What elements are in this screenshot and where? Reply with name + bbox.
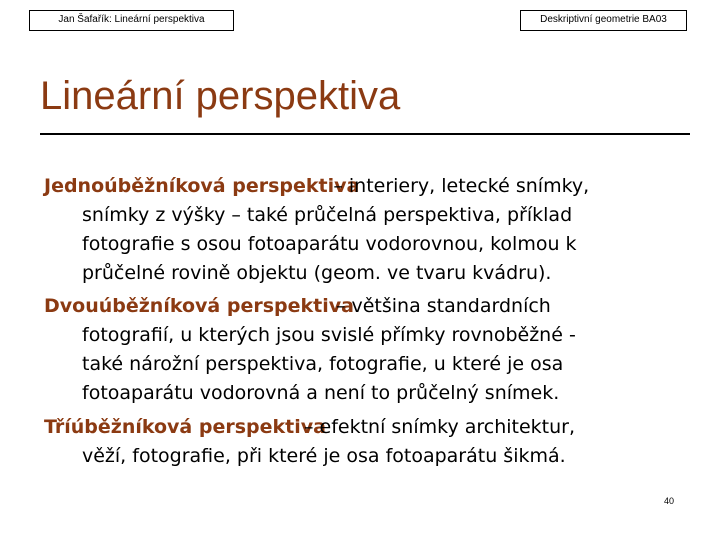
term-two-point: Dvouúběžníková perspektiva <box>44 295 354 317</box>
header-left-box <box>29 10 234 31</box>
page-number: 40 <box>664 496 675 506</box>
lead-two-point: – většina standardních <box>335 295 551 317</box>
slide-title: Lineární perspektiva <box>40 74 401 118</box>
term-one-point: Jednoúběžníková perspektiva <box>44 175 360 197</box>
paragraph-first-line <box>44 413 694 442</box>
lead-one-point: – interiery, letecké snímky, <box>333 175 590 197</box>
paragraph-line: snímky z výšky – také průčelná perspektiva, příklad <box>82 204 573 226</box>
paragraph-line: fotografie s osou fotoaparátu vodorovnou, kolmou k <box>82 233 577 255</box>
header-right-box <box>520 10 687 31</box>
paragraph-line: fotoaparátu vodorovná a není to průčelný snímek. <box>82 382 560 404</box>
paragraph-first-line <box>44 172 694 201</box>
header-author-title: Jan Šafařík: Lineární perspektiva <box>58 14 205 25</box>
paragraph-one-point <box>44 172 694 288</box>
paragraph-first-line <box>44 292 694 321</box>
title-divider <box>40 133 690 135</box>
paragraph-line: fotografií, u kterých jsou svislé přímky rovnoběžné - <box>82 324 576 346</box>
paragraph-two-point <box>44 292 694 408</box>
lead-three-point: – efektní snímky architektur, <box>303 416 576 438</box>
paragraph-three-point <box>44 413 694 471</box>
paragraph-line: také nárožní perspektiva, fotografie, u které je osa <box>82 353 564 375</box>
term-three-point: Tříúběžníková perspektiva <box>44 416 326 438</box>
paragraph-line: věží, fotografie, při které je osa fotoaparátu šikmá. <box>82 445 566 467</box>
header-course-code: Deskriptivní geometrie BA03 <box>540 14 667 25</box>
paragraph-line: průčelné rovině objektu (geom. ve tvaru kvádru). <box>82 262 552 284</box>
